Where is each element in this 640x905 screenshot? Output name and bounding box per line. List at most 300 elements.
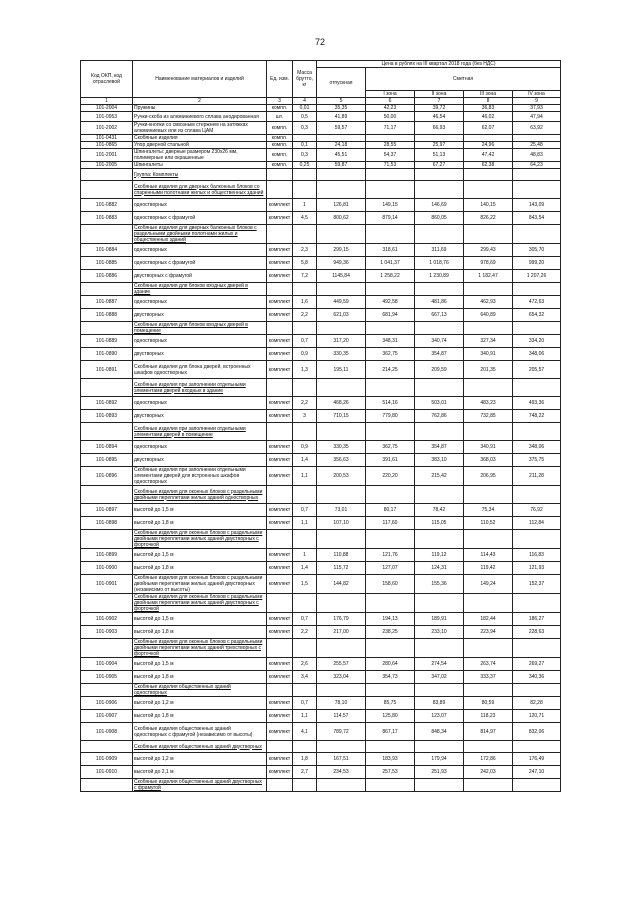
- name-cell: одностворных: [133, 335, 267, 348]
- index-cell: 8: [464, 98, 513, 105]
- price-cell: [464, 225, 513, 244]
- section-row: [81, 741, 561, 753]
- code-cell: 101-0884: [81, 244, 133, 257]
- price-cell: 814,97: [464, 723, 513, 741]
- price-cell: [317, 486, 366, 504]
- mass-cell: 1,6: [293, 296, 317, 309]
- name-cell: Скобяные изделия общественных зданий двустворных с фрамугой: [133, 779, 267, 792]
- price-cell: 826,22: [464, 212, 513, 225]
- price-cell: [317, 594, 366, 613]
- price-cell: 621,03: [317, 309, 366, 322]
- name-cell: одностворных с фрамугой: [133, 257, 267, 270]
- price-cell: [464, 486, 513, 504]
- price-cell: [415, 169, 464, 181]
- name-cell: Скобяные изделия при заполнении отдельными элементами дверей входных в здание: [133, 379, 267, 397]
- table-row: [81, 454, 561, 467]
- mass-cell: 0,7: [293, 697, 317, 710]
- price-cell: 176,49: [513, 753, 561, 766]
- price-cell: [464, 741, 513, 753]
- price-cell: 167,51: [317, 753, 366, 766]
- unit-cell: комплект: [267, 753, 293, 766]
- price-cell: 82,28: [513, 697, 561, 710]
- code-cell: 101-0906: [81, 697, 133, 710]
- code-cell: 101-0902: [81, 613, 133, 626]
- price-cell: [366, 322, 415, 335]
- price-cell: 183,93: [366, 753, 415, 766]
- code-cell: 101-2004: [81, 105, 133, 112]
- name-cell: высотой до 1,8 м: [133, 710, 267, 723]
- price-cell: 492,58: [366, 296, 415, 309]
- price-cell: 223,94: [464, 626, 513, 639]
- price-cell: 1145,84: [317, 270, 366, 283]
- price-cell: [415, 639, 464, 658]
- price-cell: 1 230,89: [415, 270, 464, 283]
- name-cell: одностворных: [133, 296, 267, 309]
- price-cell: [464, 530, 513, 549]
- index-cell: 9: [513, 98, 561, 105]
- price-cell: [464, 594, 513, 613]
- price-cell: 681,94: [366, 309, 415, 322]
- price-cell: 348,06: [513, 441, 561, 454]
- price-cell: [513, 594, 561, 613]
- section-row: [81, 684, 561, 697]
- price-cell: 280,64: [366, 658, 415, 671]
- mass-cell: 2,6: [293, 658, 317, 671]
- name-cell: Скобяные изделия при заполнении отдельными элементами дверей для встроенных шкафов одностворных: [133, 467, 267, 486]
- code-cell: 101-0910: [81, 766, 133, 779]
- price-cell: 305,70: [513, 244, 561, 257]
- unit-cell: комплект: [267, 549, 293, 562]
- table-row: [81, 309, 561, 322]
- price-cell: 189,91: [415, 613, 464, 626]
- unit-cell: шт.: [267, 112, 293, 122]
- name-cell: Ручки-скоба из алюминиевого сплава анодированная: [133, 112, 267, 122]
- table-row: [81, 504, 561, 517]
- price-cell: 54,37: [366, 149, 415, 162]
- price-cell: [513, 135, 561, 142]
- mass-cell: 1,1: [293, 517, 317, 530]
- table-row: [81, 575, 561, 594]
- name-cell: высотой до 1,2 м: [133, 697, 267, 710]
- mass-cell: [293, 379, 317, 397]
- price-cell: [513, 486, 561, 504]
- price-cell: 323,04: [317, 671, 366, 684]
- mass-cell: 2,3: [293, 244, 317, 257]
- price-cell: 375,75: [513, 454, 561, 467]
- price-table: [80, 60, 561, 792]
- name-cell: Шпингалеты: дверные размером 230х26 мм, полимерные или окрашенные: [133, 149, 267, 162]
- price-cell: 789,72: [317, 723, 366, 741]
- price-cell: 1 182,47: [464, 270, 513, 283]
- price-cell: 78,10: [317, 697, 366, 710]
- table-row: [81, 517, 561, 530]
- price-cell: [366, 283, 415, 296]
- table-row: [81, 142, 561, 149]
- price-cell: 640,89: [464, 309, 513, 322]
- name-cell: Скобяные изделия для оконных блоков с раздельными двойными переплетами жилых зданий двустворных с форточкой: [133, 594, 267, 613]
- price-cell: 119,42: [464, 562, 513, 575]
- mass-cell: [293, 135, 317, 142]
- price-cell: 120,71: [513, 710, 561, 723]
- price-cell: [464, 169, 513, 181]
- mass-cell: 0,5: [293, 112, 317, 122]
- price-cell: 879,14: [366, 212, 415, 225]
- header-code: Код ОКП, код отраслевой: [81, 61, 133, 98]
- price-cell: [415, 530, 464, 549]
- price-cell: [366, 741, 415, 753]
- mass-cell: 0,7: [293, 504, 317, 517]
- price-cell: 214,25: [366, 361, 415, 379]
- price-cell: 318,61: [366, 244, 415, 257]
- price-cell: 158,60: [366, 575, 415, 594]
- table-row: [81, 710, 561, 723]
- price-cell: 220,20: [366, 467, 415, 486]
- price-cell: 75,34: [464, 504, 513, 517]
- price-cell: 206,95: [464, 467, 513, 486]
- price-cell: [415, 379, 464, 397]
- price-cell: 462,93: [464, 296, 513, 309]
- price-cell: [317, 169, 366, 181]
- unit-cell: компл.: [267, 142, 293, 149]
- price-cell: 78,42: [415, 504, 464, 517]
- price-cell: [317, 423, 366, 441]
- unit-cell: комплект: [267, 766, 293, 779]
- price-cell: 45,51: [317, 149, 366, 162]
- price-cell: [366, 639, 415, 658]
- price-cell: 949,36: [317, 257, 366, 270]
- code-cell: 101-0890: [81, 348, 133, 361]
- code-cell: 101-0886: [81, 270, 133, 283]
- price-cell: 242,03: [464, 766, 513, 779]
- price-cell: 317,20: [317, 335, 366, 348]
- price-cell: 46,02: [464, 112, 513, 122]
- code-cell: 101-2001: [81, 149, 133, 162]
- price-cell: 80,59: [464, 697, 513, 710]
- code-cell: [81, 779, 133, 792]
- price-cell: 146,69: [415, 199, 464, 212]
- price-cell: 143,09: [513, 199, 561, 212]
- price-cell: 1 041,37: [366, 257, 415, 270]
- name-cell: Скобяные изделия для оконных блоков с раздельными двойными переплетами жилых зданий одностворных: [133, 486, 267, 504]
- price-cell: [317, 530, 366, 549]
- price-cell: 481,86: [415, 296, 464, 309]
- unit-cell: компл.: [267, 149, 293, 162]
- price-cell: 762,86: [415, 410, 464, 423]
- table-row: [81, 697, 561, 710]
- mass-cell: 2,7: [293, 766, 317, 779]
- price-cell: 667,13: [415, 309, 464, 322]
- price-cell: 327,34: [464, 335, 513, 348]
- price-cell: 123,07: [415, 710, 464, 723]
- unit-cell: [267, 741, 293, 753]
- price-cell: 483,23: [464, 397, 513, 410]
- name-cell: Скобяные изделия для оконных блоков с раздельными двойными переплетами жилых зданий двустворных (независимо от высоты): [133, 575, 267, 594]
- price-cell: 186,27: [513, 613, 561, 626]
- price-cell: 209,59: [415, 361, 464, 379]
- mass-cell: [293, 283, 317, 296]
- price-cell: 710,15: [317, 410, 366, 423]
- price-cell: [317, 379, 366, 397]
- unit-cell: комплект: [267, 575, 293, 594]
- name-cell: Группа: Комплекты: [133, 169, 267, 181]
- price-cell: 71,17: [366, 122, 415, 135]
- unit-cell: комплект: [267, 467, 293, 486]
- price-cell: [415, 322, 464, 335]
- table-row: [81, 723, 561, 741]
- name-cell: Скобяные изделия для блоков входных дверей в здание: [133, 283, 267, 296]
- price-cell: 201,35: [464, 361, 513, 379]
- price-cell: 340,91: [464, 441, 513, 454]
- price-cell: [366, 779, 415, 792]
- mass-cell: 1,8: [293, 753, 317, 766]
- price-cell: [415, 594, 464, 613]
- mass-cell: 1,5: [293, 575, 317, 594]
- price-cell: 211,28: [513, 467, 561, 486]
- header-price-group: Цена в рублях на III квартал 2018 года (без НДС): [317, 61, 561, 68]
- code-cell: [81, 423, 133, 441]
- code-cell: 101-0895: [81, 454, 133, 467]
- mass-cell: 0,9: [293, 441, 317, 454]
- code-cell: 101-0905: [81, 671, 133, 684]
- price-cell: [415, 135, 464, 142]
- index-cell: 3: [267, 98, 293, 105]
- name-cell: одностворных: [133, 199, 267, 212]
- table-row: [81, 105, 561, 112]
- price-cell: [415, 486, 464, 504]
- price-cell: 347,02: [415, 671, 464, 684]
- price-cell: [464, 283, 513, 296]
- table-row: [81, 766, 561, 779]
- price-cell: 140,15: [464, 199, 513, 212]
- price-cell: [513, 779, 561, 792]
- header-zone4: IV зона: [513, 91, 561, 98]
- name-cell: одностворных: [133, 397, 267, 410]
- price-cell: 110,52: [464, 517, 513, 530]
- code-cell: 101-0899: [81, 549, 133, 562]
- unit-cell: [267, 684, 293, 697]
- index-cell: 6: [366, 98, 415, 105]
- name-cell: высотой до 1,8 м: [133, 562, 267, 575]
- name-cell: Скобяные изделия для блоков входных дверей в помещение: [133, 322, 267, 335]
- unit-cell: [267, 322, 293, 335]
- price-cell: [513, 283, 561, 296]
- price-cell: 1 207,26: [513, 270, 561, 283]
- header-smetnaya: Сметная: [366, 68, 561, 91]
- price-cell: [513, 225, 561, 244]
- unit-cell: [267, 169, 293, 181]
- table-row: [81, 135, 561, 142]
- price-cell: 848,34: [415, 723, 464, 741]
- price-cell: 66,93: [415, 122, 464, 135]
- price-cell: 493,36: [513, 397, 561, 410]
- price-cell: 860,05: [415, 212, 464, 225]
- section-row: [81, 379, 561, 397]
- price-cell: 117,60: [366, 517, 415, 530]
- price-cell: 28,55: [366, 142, 415, 149]
- unit-cell: комплект: [267, 710, 293, 723]
- code-cell: [81, 225, 133, 244]
- price-cell: [317, 283, 366, 296]
- section-row: [81, 486, 561, 504]
- price-cell: 354,73: [366, 671, 415, 684]
- price-cell: 194,13: [366, 613, 415, 626]
- section-row: [81, 530, 561, 549]
- price-cell: 67,27: [415, 162, 464, 169]
- price-cell: 62,38: [464, 162, 513, 169]
- unit-cell: комплект: [267, 199, 293, 212]
- price-cell: 119,12: [415, 549, 464, 562]
- mass-cell: [293, 779, 317, 792]
- price-cell: 176,79: [317, 613, 366, 626]
- price-cell: 263,74: [464, 658, 513, 671]
- price-cell: [513, 169, 561, 181]
- code-cell: 101-0883: [81, 212, 133, 225]
- price-cell: 215,42: [415, 467, 464, 486]
- header-zone2: II зона: [415, 91, 464, 98]
- price-cell: 340,36: [513, 671, 561, 684]
- price-cell: [415, 741, 464, 753]
- table-row: [81, 244, 561, 257]
- section-row: [81, 594, 561, 613]
- code-cell: 101-0891: [81, 361, 133, 379]
- name-cell: Упор дверной стальной: [133, 142, 267, 149]
- unit-cell: комплект: [267, 296, 293, 309]
- price-cell: [317, 779, 366, 792]
- section-row: [81, 181, 561, 199]
- price-cell: [464, 779, 513, 792]
- price-cell: 25,97: [415, 142, 464, 149]
- code-cell: 101-0953: [81, 112, 133, 122]
- mass-cell: 7,2: [293, 270, 317, 283]
- mass-cell: 0,9: [293, 348, 317, 361]
- mass-cell: [293, 639, 317, 658]
- mass-cell: [293, 169, 317, 181]
- price-cell: [513, 741, 561, 753]
- price-cell: [366, 379, 415, 397]
- mass-cell: 0,01: [293, 105, 317, 112]
- code-cell: 101-0908: [81, 723, 133, 741]
- price-cell: 83,89: [415, 697, 464, 710]
- mass-cell: 3: [293, 410, 317, 423]
- code-cell: 101-0885: [81, 257, 133, 270]
- code-cell: [81, 379, 133, 397]
- table-row: [81, 441, 561, 454]
- section-row: [81, 639, 561, 658]
- unit-cell: комплект: [267, 212, 293, 225]
- code-cell: 101-2002: [81, 122, 133, 135]
- price-cell: 144,82: [317, 575, 366, 594]
- unit-cell: комплект: [267, 454, 293, 467]
- mass-cell: [293, 486, 317, 504]
- price-cell: 257,53: [366, 766, 415, 779]
- unit-cell: [267, 639, 293, 658]
- mass-cell: 5,8: [293, 257, 317, 270]
- price-cell: 732,85: [464, 410, 513, 423]
- price-cell: 217,00: [317, 626, 366, 639]
- table-row: [81, 658, 561, 671]
- price-cell: 867,17: [366, 723, 415, 741]
- mass-cell: [293, 530, 317, 549]
- code-cell: 101-0896: [81, 467, 133, 486]
- unit-cell: комплект: [267, 244, 293, 257]
- price-cell: 205,57: [513, 361, 561, 379]
- unit-cell: комплект: [267, 671, 293, 684]
- price-cell: 114,57: [317, 710, 366, 723]
- table-row: [81, 257, 561, 270]
- name-cell: Скобяные изделия общественных зданий двустворных: [133, 741, 267, 753]
- header-unit: Ед. изм.: [267, 61, 293, 98]
- price-cell: 200,53: [317, 467, 366, 486]
- price-cell: 73,01: [317, 504, 366, 517]
- name-cell: двустворных: [133, 348, 267, 361]
- name-cell: двустворных: [133, 410, 267, 423]
- table-row: [81, 613, 561, 626]
- price-cell: [513, 423, 561, 441]
- price-cell: 800,62: [317, 212, 366, 225]
- section-row: [81, 423, 561, 441]
- unit-cell: [267, 486, 293, 504]
- price-cell: 47,94: [513, 112, 561, 122]
- unit-cell: [267, 423, 293, 441]
- mass-cell: 3,4: [293, 671, 317, 684]
- price-cell: [317, 322, 366, 335]
- mass-cell: 2,2: [293, 626, 317, 639]
- price-cell: 362,75: [366, 348, 415, 361]
- unit-cell: компл.: [267, 135, 293, 142]
- price-cell: 37,93: [513, 105, 561, 112]
- table-row: [81, 199, 561, 212]
- mass-cell: 0,7: [293, 335, 317, 348]
- price-cell: [415, 779, 464, 792]
- mass-cell: 1,4: [293, 562, 317, 575]
- code-cell: 101-0904: [81, 658, 133, 671]
- price-cell: [464, 379, 513, 397]
- price-cell: 503,01: [415, 397, 464, 410]
- price-cell: [415, 225, 464, 244]
- price-cell: 149,15: [366, 199, 415, 212]
- table-row: [81, 410, 561, 423]
- price-cell: 362,75: [366, 441, 415, 454]
- price-cell: 149,24: [464, 575, 513, 594]
- mass-cell: 1,4: [293, 454, 317, 467]
- mass-cell: [293, 225, 317, 244]
- price-cell: 334,20: [513, 335, 561, 348]
- name-cell: двустворных: [133, 309, 267, 322]
- unit-cell: комплект: [267, 410, 293, 423]
- price-cell: 179,94: [415, 753, 464, 766]
- price-cell: [317, 181, 366, 199]
- table-row: [81, 753, 561, 766]
- price-cell: 354,87: [415, 348, 464, 361]
- name-cell: Скобяные изделия при заполнении отдельными элементами дверей в помещение: [133, 423, 267, 441]
- price-cell: [513, 322, 561, 335]
- price-cell: 35,35: [317, 105, 366, 112]
- section-row: [81, 283, 561, 296]
- name-cell: одностворных: [133, 441, 267, 454]
- table-row: [81, 348, 561, 361]
- mass-cell: [293, 594, 317, 613]
- name-cell: высотой до 1,5 м: [133, 658, 267, 671]
- table-row: [81, 270, 561, 283]
- unit-cell: компл.: [267, 162, 293, 169]
- name-cell: высотой до 1,5 м: [133, 504, 267, 517]
- price-cell: 59,87: [317, 162, 366, 169]
- unit-cell: комплект: [267, 441, 293, 454]
- price-cell: 354,87: [415, 441, 464, 454]
- unit-cell: комплект: [267, 626, 293, 639]
- code-cell: [81, 684, 133, 697]
- price-cell: 383,10: [415, 454, 464, 467]
